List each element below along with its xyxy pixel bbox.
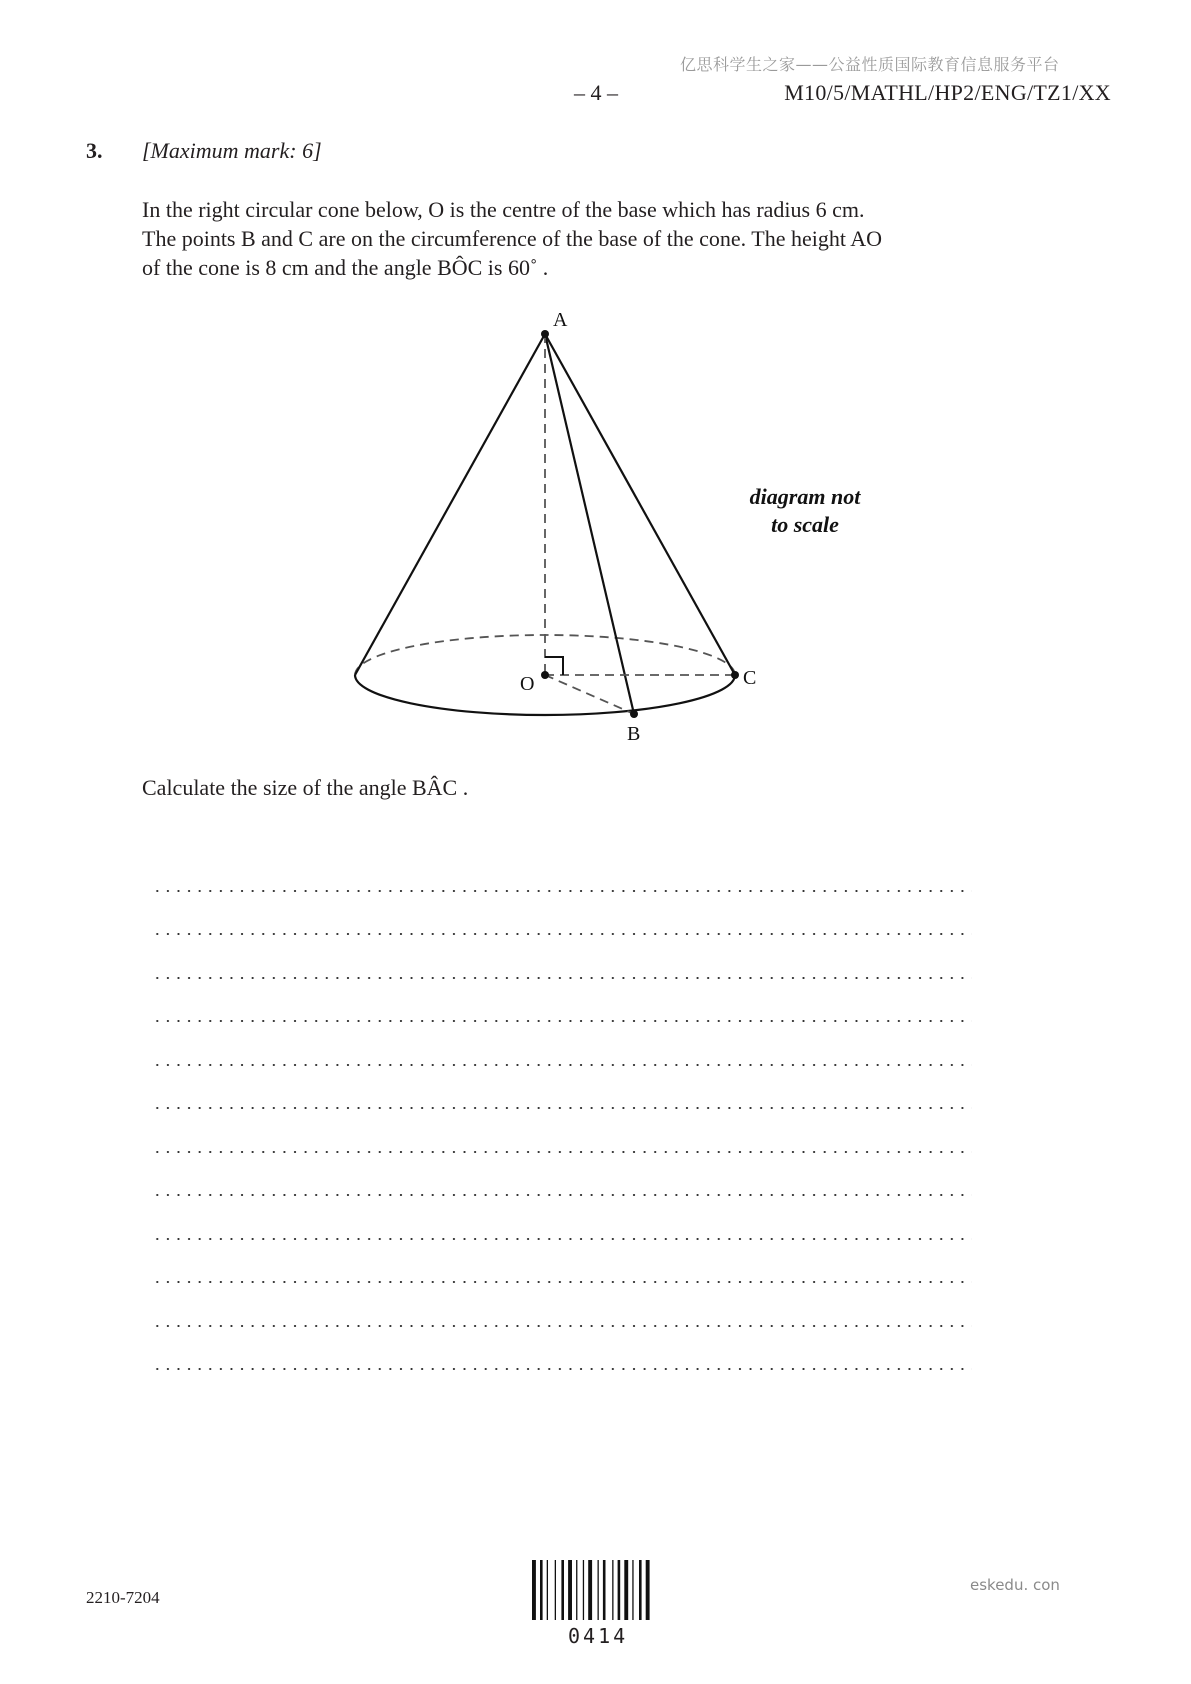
barcode-bar [588,1560,592,1620]
barcode-bar [540,1560,543,1620]
barcode-number: 0414 [568,1624,629,1648]
slant-edge-right [545,334,735,675]
answer-line[interactable] [152,1258,972,1302]
site-watermark: eskedu. con [970,1576,1060,1594]
answer-line[interactable] [152,910,972,954]
barcode-bar [568,1560,572,1620]
barcode-bar [618,1560,621,1620]
answer-line[interactable] [152,1301,972,1345]
barcode-bar [576,1560,577,1620]
barcode-bar [561,1560,564,1620]
answer-line[interactable] [152,997,972,1041]
intro-line-3: of the cone is 8 cm and the angle BÔC is 60˚ . [142,255,549,280]
barcode-bar [612,1560,613,1620]
barcode-bar [598,1560,599,1620]
cone-diagram [330,300,890,740]
answer-line[interactable] [152,1214,972,1258]
barcode-bar [583,1560,584,1620]
question-intro [142,195,970,282]
diagram-note-line-2: to scale [771,512,839,537]
barcode-bar [547,1560,548,1620]
paper-code: M10/5/MATHL/HP2/ENG/TZ1/XX [784,80,1111,105]
barcode [532,1560,664,1620]
label-c: C [743,667,757,689]
watermark-text: 亿思科学生之家——公益性质国际教育信息服务平台 [680,55,1060,74]
barcode-bar [646,1560,650,1620]
answer-line[interactable] [152,953,972,997]
answer-area[interactable] [152,866,972,1388]
diagram-note-line-1: diagram not [749,484,861,509]
label-a: A [553,309,568,331]
point-a [541,330,549,338]
barcode-bar [555,1560,556,1620]
barcode-bar [532,1560,536,1620]
answer-line[interactable] [152,1345,972,1389]
barcode-bar [632,1560,633,1620]
page-number: – 4 – [574,80,618,105]
radius-ob [545,675,634,714]
answer-line[interactable] [152,1040,972,1084]
answer-line[interactable] [152,1084,972,1128]
maximum-mark: [Maximum mark: 6] [142,138,322,163]
point-b [630,710,638,718]
question-task: Calculate the size of the angle BÂC . [142,775,469,800]
label-o: O [520,673,535,695]
point-c [731,671,739,679]
intro-line-1: In the right circular cone below, O is the centre of the base which has radius 6 cm. [142,197,865,222]
barcode-bar [639,1560,642,1620]
intro-line-2: The points B and C are on the circumference of the base of the cone. The height AO [142,226,883,251]
answer-line[interactable] [152,1171,972,1215]
answer-line[interactable] [152,866,972,910]
barcode-bar [624,1560,628,1620]
barcode-bar [603,1560,606,1620]
label-b: B [627,723,641,740]
answer-line[interactable] [152,1127,972,1171]
point-o [541,671,549,679]
footer-code: 2210-7204 [86,1588,160,1607]
question-number: 3. [86,138,103,163]
slant-edge-left [355,334,545,675]
base-front-arc [355,675,735,715]
